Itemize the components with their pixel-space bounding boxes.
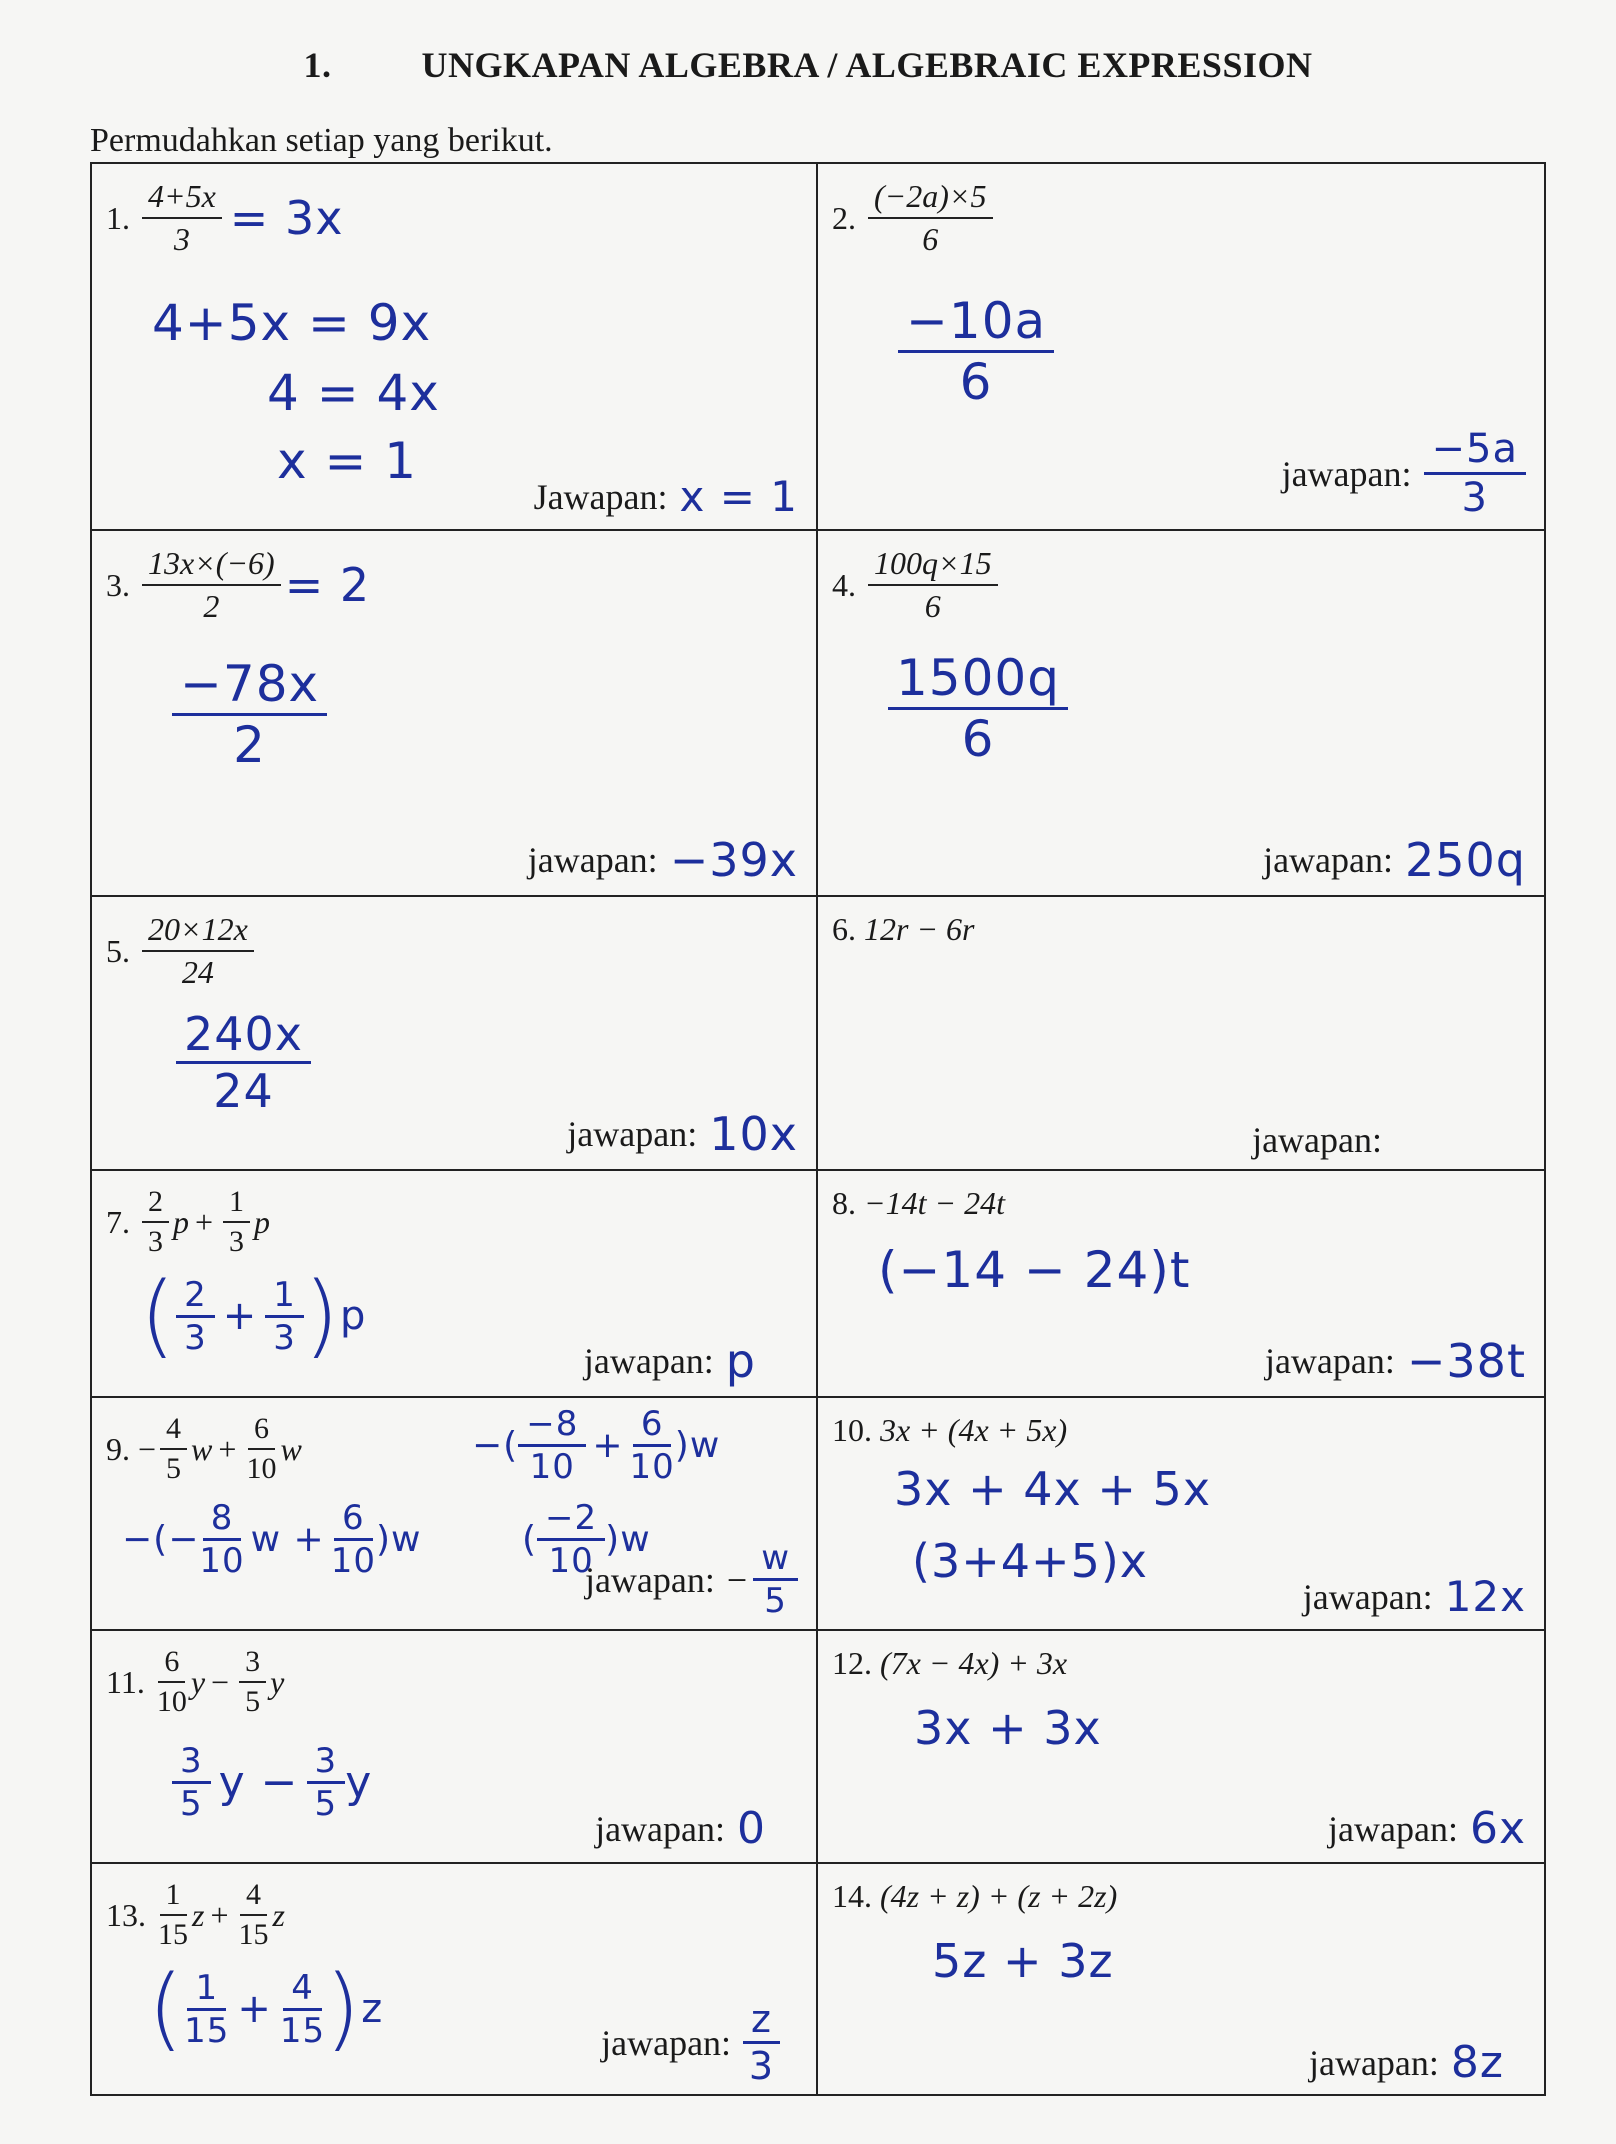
question-number: 5. <box>106 932 130 969</box>
question-number: 1. <box>106 199 130 236</box>
handwritten-note: = 2 <box>284 558 371 612</box>
question-number: 6. <box>832 911 856 947</box>
worksheet-title <box>0 44 1616 86</box>
question-5 <box>92 897 818 1171</box>
answer: jawapan: 0 <box>595 1803 766 1854</box>
question-number: 4. <box>832 566 856 603</box>
question-fraction: $\frac{20\times 12x}{24}$ <box>142 911 254 991</box>
question-1 <box>92 164 818 531</box>
work-line: −( −8 10 + $\frac{6}{10}$ )w <box>472 1404 721 1487</box>
work-line: 4 = 4x <box>267 364 440 422</box>
question-fraction: $\frac{(-2a)\times 5}{6}$ <box>868 178 993 258</box>
question-number: 12. <box>832 1645 872 1681</box>
question-number: 11. <box>106 1663 145 1700</box>
answer: jawapan: z 3 <box>601 1997 780 2088</box>
work-fraction: $\frac{1500q}{6}$ <box>888 649 1068 768</box>
question-expression: (7x − 4x) + 3x <box>880 1645 1068 1681</box>
question-6 <box>818 897 1544 1171</box>
answer: jawapan: −5a 3 <box>1282 426 1526 521</box>
question-fraction: $\frac{4+5x}{3}$ <box>142 178 222 258</box>
work-fraction: $\frac{-10a}{6}$ <box>898 292 1054 411</box>
answer: Jawapan: x = 1 <box>533 472 798 521</box>
question-7: 7. $\frac{2}{3}$ p + $\frac{1}{3}$ p ( 2 3 + $\frac{1}{3}$ ) p jawapan: p <box>92 1171 818 1398</box>
work-fraction: $\frac{-78x}{2}$ <box>172 655 327 774</box>
work-line: 3x + 4x + 5x <box>894 1462 1212 1516</box>
answer: jawapan: 8z <box>1308 2037 1504 2088</box>
question-13: 13. $\frac{1}{15}$ z + $\frac{4}{15}$ z ( 1 15 + $\frac{4}{15}$ ) z jawapan: z 3 <box>92 1864 818 2096</box>
answer: jawapan: 250q <box>1263 833 1526 887</box>
question-4 <box>818 531 1544 897</box>
answer: jawapan: − $\frac{w}{5}$ <box>585 1538 798 1621</box>
question-number: 9. <box>106 1430 130 1467</box>
work-line: (3+4+5)x <box>912 1534 1149 1588</box>
question-9: 9. − $\frac{4}{5}$ w + $\frac{6}{10}$ w −(− $\frac{8}{10}$ w + $\frac{6}{10}$ )w −( −8 10 + $\frac{6}{10}$ )w ( −2 10 )w jawapan: − $\frac{w}{5}$ <box>92 1398 818 1631</box>
question-2 <box>818 164 1544 531</box>
question-14 <box>818 1864 1544 2096</box>
question-grid <box>90 162 1546 2096</box>
question-expression: 3x + (4x + 5x) <box>880 1412 1068 1448</box>
answer: jawapan: −39x <box>527 833 798 887</box>
work-line: −(− $\frac{8}{10}$ w + $\frac{6}{10}$ )w <box>122 1498 422 1581</box>
question-12 <box>818 1631 1544 1864</box>
question-10 <box>818 1398 1544 1631</box>
question-expression: −14t − 24t <box>864 1185 1005 1221</box>
work-line: x = 1 <box>277 432 418 490</box>
answer: jawapan: p <box>583 1334 756 1388</box>
handwritten-note: = 3x <box>229 191 344 245</box>
question-3 <box>92 531 818 897</box>
question-expression: 12r − 6r <box>864 911 975 947</box>
question-fraction: $\frac{100q\times 15}{6}$ <box>868 545 998 625</box>
work-line: 3 5 y − $\frac{3}{5}$ y <box>172 1741 372 1824</box>
work-line: (−14 − 24)t <box>878 1241 1191 1299</box>
question-number: 8. <box>832 1185 856 1221</box>
question-number: 13. <box>106 1896 146 1933</box>
work-fraction: $\frac{240x}{24}$ <box>176 1007 311 1118</box>
work-line: ( 1 15 + $\frac{4}{15}$ ) z <box>148 1956 384 2061</box>
answer: jawapan: 6x <box>1328 1803 1526 1854</box>
answer: jawapan: 12x <box>1302 1572 1526 1621</box>
work-line: ( 2 3 + $\frac{1}{3}$ ) p <box>140 1263 367 1368</box>
instruction: Permudahkan setiap yang berikut. <box>90 122 553 159</box>
question-11: 11. $\frac{6}{10}$ y − $\frac{3}{5}$ y 3 5 y − $\frac{3}{5}$ y jawapan: 0 <box>92 1631 818 1864</box>
question-number: 3. <box>106 566 130 603</box>
answer: jawapan: −38t <box>1264 1334 1526 1388</box>
work-line: 5z + 3z <box>932 1934 1114 1988</box>
work-line: 4+5x = 9x <box>152 294 432 352</box>
section-title: UNGKAPAN ALGEBRA / ALGEBRAIC EXPRESSION <box>421 45 1313 85</box>
work-line: ( −2 10 )w <box>522 1498 651 1581</box>
section-number: 1. <box>303 45 332 85</box>
question-fraction: $\frac{13x\times(-6)}{2}$ <box>142 545 281 625</box>
work-line: 3x + 3x <box>914 1701 1102 1755</box>
question-number: 2. <box>832 199 856 236</box>
question-expression: (4z + z) + (z + 2z) <box>880 1878 1118 1914</box>
question-number: 14. <box>832 1878 872 1914</box>
answer: jawapan: 10x <box>567 1107 798 1161</box>
question-number: 7. <box>106 1203 130 1240</box>
question-number: 10. <box>832 1412 872 1448</box>
answer: jawapan: <box>1252 1120 1382 1160</box>
question-8 <box>818 1171 1544 1398</box>
